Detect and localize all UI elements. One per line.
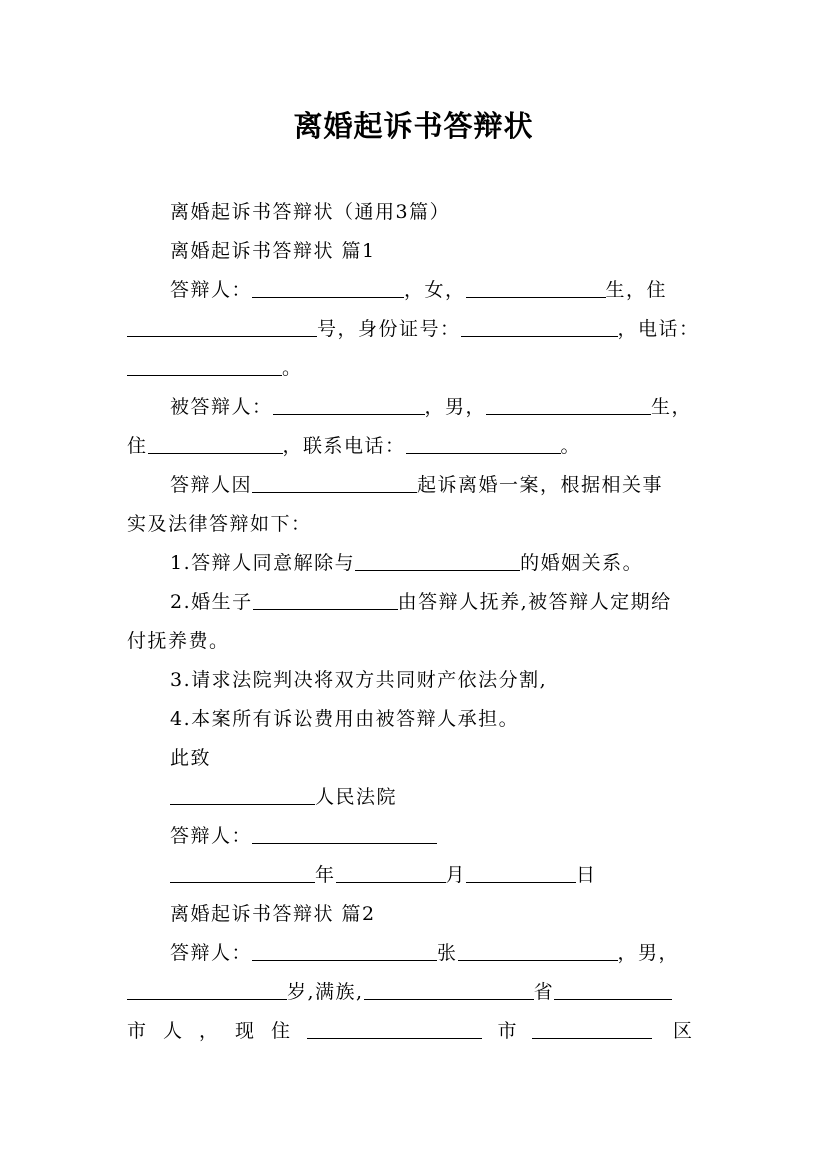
court-blank[interactable]	[170, 784, 315, 805]
period: 。	[560, 435, 582, 457]
plaintiff-address-line	[127, 431, 707, 461]
year-text: 年	[315, 864, 336, 886]
date-line	[170, 860, 710, 890]
id-line	[127, 314, 707, 344]
city-person-text: 市人，现住	[127, 1020, 308, 1042]
item1-line	[170, 548, 710, 578]
age-text: 岁,满族,	[287, 981, 364, 1003]
child-blank[interactable]	[253, 589, 398, 610]
born-text: 生，	[651, 396, 693, 418]
id-blank[interactable]	[461, 316, 618, 337]
cause-text-b: 起诉离婚一案，根据相关事	[417, 474, 664, 496]
part2-address-line	[127, 1016, 707, 1046]
month-text: 月	[445, 864, 467, 886]
year-blank[interactable]	[170, 862, 315, 883]
part2-respondent-label: 答辩人：	[170, 942, 253, 964]
born-live-text: 生，住	[605, 279, 668, 301]
item1-text-b: 的婚姻关系。	[520, 552, 644, 574]
item2-cont-line: 付抚养费。	[127, 630, 230, 652]
origin-blank[interactable]	[364, 979, 534, 1000]
part2-male-text: ，男，	[617, 942, 680, 964]
cause-text-a: 答辩人因	[170, 474, 253, 496]
live-text: 住	[127, 435, 148, 457]
plaintiff-name-blank[interactable]	[273, 394, 425, 415]
item2-text-b: 由答辩人抚养,被答辩人定期给	[397, 591, 672, 613]
zhang-text: 张	[437, 942, 458, 964]
document-title: 离婚起诉书答辩状	[293, 109, 534, 143]
item4-line: 4.本案所有诉讼费用由被答辩人承担。	[170, 708, 520, 730]
part2-respondent-line	[170, 938, 710, 968]
name-blank[interactable]	[252, 277, 404, 298]
city-text: 市	[497, 1020, 517, 1042]
signature-blank[interactable]	[252, 823, 437, 844]
plaintiff-birth-blank[interactable]	[486, 394, 651, 415]
item1-text-a: 1.答辩人同意解除与	[170, 552, 356, 574]
phone-line	[127, 353, 707, 383]
province-blank[interactable]	[554, 979, 672, 1000]
plaintiff-address-blank[interactable]	[148, 433, 283, 454]
intro-line: 离婚起诉书答辩状（通用3篇）	[170, 201, 451, 223]
plaintiff-phone-blank[interactable]	[406, 433, 561, 454]
day-text: 日	[576, 864, 597, 886]
spouse-blank[interactable]	[355, 550, 520, 571]
plaintiff-label: 被答辩人：	[170, 396, 273, 418]
address-blank[interactable]	[127, 316, 317, 337]
sign-label: 答辩人：	[170, 825, 253, 847]
birth-blank[interactable]	[466, 277, 606, 298]
male-text: ，男，	[424, 396, 487, 418]
id-label: 号，身份证号：	[317, 318, 461, 340]
part2-blank-1[interactable]	[252, 940, 437, 961]
item3-line: 3.请求法院判决将双方共同财产依法分割,	[170, 669, 548, 691]
residence-blank[interactable]	[307, 1018, 482, 1039]
part2-heading: 离婚起诉书答辩状 篇2	[170, 903, 376, 925]
part2-age-line	[127, 977, 707, 1007]
court-line	[170, 782, 710, 812]
respondent-label: 答辩人：	[170, 279, 253, 301]
part1-heading: 离婚起诉书答辩状 篇1	[170, 240, 376, 262]
city-blank[interactable]	[532, 1018, 652, 1039]
gender-text: ，女，	[404, 279, 466, 301]
contact-label: ，联系电话：	[282, 435, 406, 457]
closing-line: 此致	[170, 747, 212, 769]
court-text: 人民法院	[315, 786, 398, 808]
phone-blank[interactable]	[127, 355, 282, 376]
plaintiff-line	[170, 392, 710, 422]
part2-name-blank[interactable]	[458, 940, 618, 961]
item2-text-a: 2.婚生子	[170, 591, 253, 613]
province-text: 省	[533, 981, 555, 1003]
phone-label: ，电话：	[617, 318, 700, 340]
respondent-line	[170, 275, 710, 305]
plaintiff-blank[interactable]	[252, 472, 417, 493]
month-blank[interactable]	[336, 862, 446, 883]
day-blank[interactable]	[466, 862, 576, 883]
cause-line	[170, 470, 710, 500]
district-text: 区	[673, 1020, 693, 1042]
period: 。	[282, 357, 303, 379]
cause-cont-line: 实及法律答辩如下：	[127, 513, 312, 535]
signature-line	[170, 821, 710, 851]
age-blank[interactable]	[127, 979, 287, 1000]
item2-line	[170, 587, 710, 617]
